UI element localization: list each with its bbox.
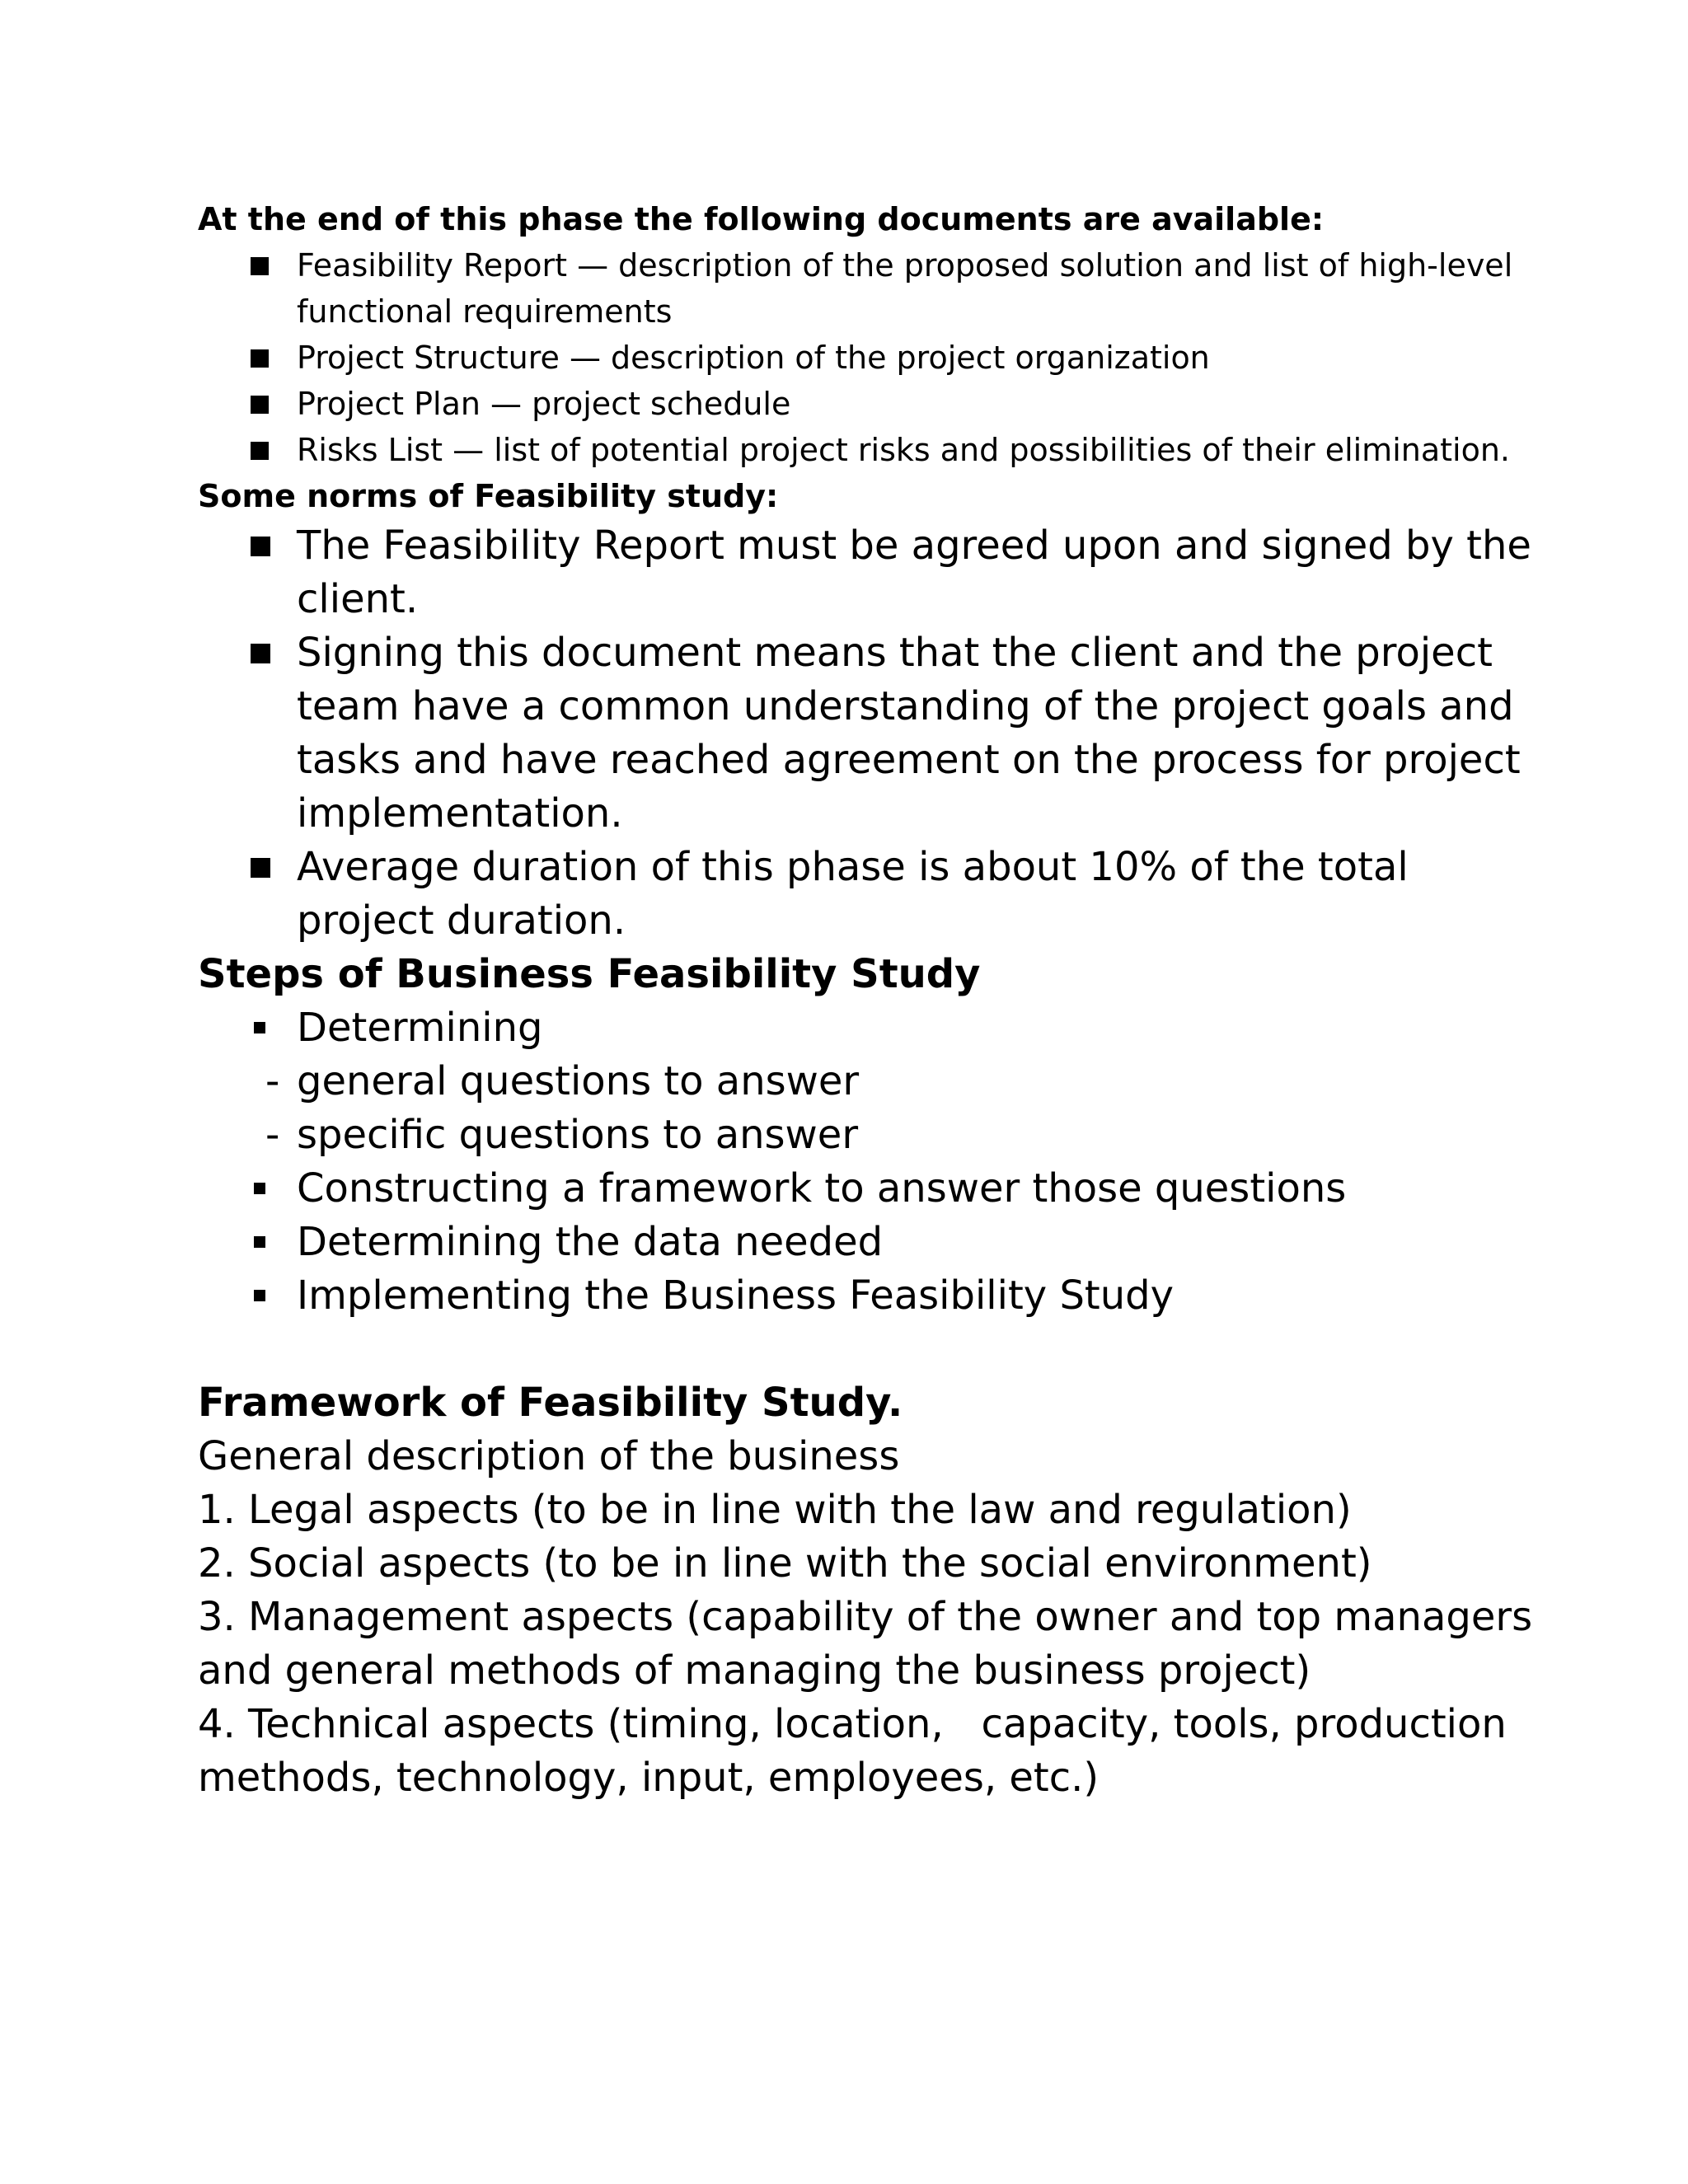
dash-marker: - — [265, 1058, 280, 1104]
list-item: Project Plan — project schedule — [297, 381, 1550, 427]
list-item: Implementing the Business Feasibility Study — [297, 1269, 1550, 1323]
square-bullet-icon — [251, 396, 269, 414]
dash-marker: - — [265, 1112, 280, 1158]
steps-list — [198, 1001, 1550, 1323]
list-item: Signing this document means that the client and the project team have a common understanding of the project goals and tasks and have reached agreement on the process for project implementation. — [297, 626, 1550, 841]
framework-line: 4. Technical aspects (timing, location, capacity, tools, production methods, technology, input, employees, etc.) — [198, 1701, 1520, 1801]
small-square-bullet-icon — [254, 1290, 265, 1301]
norms-heading: Some norms of Feasibility study: — [198, 478, 779, 514]
small-square-bullet-icon — [254, 1183, 265, 1194]
documents-heading: At the end of this phase the following documents are available: — [198, 201, 1325, 237]
blank-line — [198, 1323, 1550, 1376]
framework-line: 1. Legal aspects (to be in line with the law and regulation) — [198, 1487, 1352, 1533]
steps-heading: Steps of Business Feasibility Study — [198, 951, 981, 997]
list-item: Project Structure — description of the project organization — [297, 335, 1550, 381]
list-item: Determining — [297, 1001, 1550, 1055]
framework-line: 3. Management aspects (capability of the owner and top managers and general methods of managing the business project) — [198, 1594, 1533, 1694]
sub-list-item: - specific questions to answer — [297, 1108, 1550, 1162]
square-bullet-icon — [251, 442, 269, 460]
list-item: Determining the data needed — [297, 1216, 1550, 1269]
square-bullet-icon — [251, 349, 269, 368]
list-item: Risks List — list of potential project risks and possibilities of their elimination. — [297, 427, 1550, 473]
small-square-bullet-icon — [254, 1236, 265, 1248]
list-item: Feasibility Report — description of the proposed solution and list of high-level functional requirements — [297, 242, 1550, 335]
square-bullet-icon — [251, 257, 269, 275]
list-item: Constructing a framework to answer those questions — [297, 1162, 1550, 1216]
list-item: Average duration of this phase is about 10% of the total project duration. — [297, 841, 1550, 948]
square-bullet-icon — [251, 644, 270, 663]
square-bullet-icon — [251, 537, 270, 556]
small-square-bullet-icon — [254, 1022, 265, 1033]
list-item: The Feasibility Report must be agreed upon and signed by the client. — [297, 519, 1550, 626]
framework-heading: Framework of Feasibility Study. — [198, 1380, 903, 1426]
document-page — [198, 196, 1550, 1805]
norms-list — [198, 519, 1550, 948]
framework-line: General description of the business — [198, 1433, 900, 1479]
documents-list — [198, 242, 1550, 473]
sub-list-item: - general questions to answer — [297, 1055, 1550, 1108]
framework-line: 2. Social aspects (to be in line with the social environment) — [198, 1540, 1372, 1586]
square-bullet-icon — [251, 858, 270, 878]
